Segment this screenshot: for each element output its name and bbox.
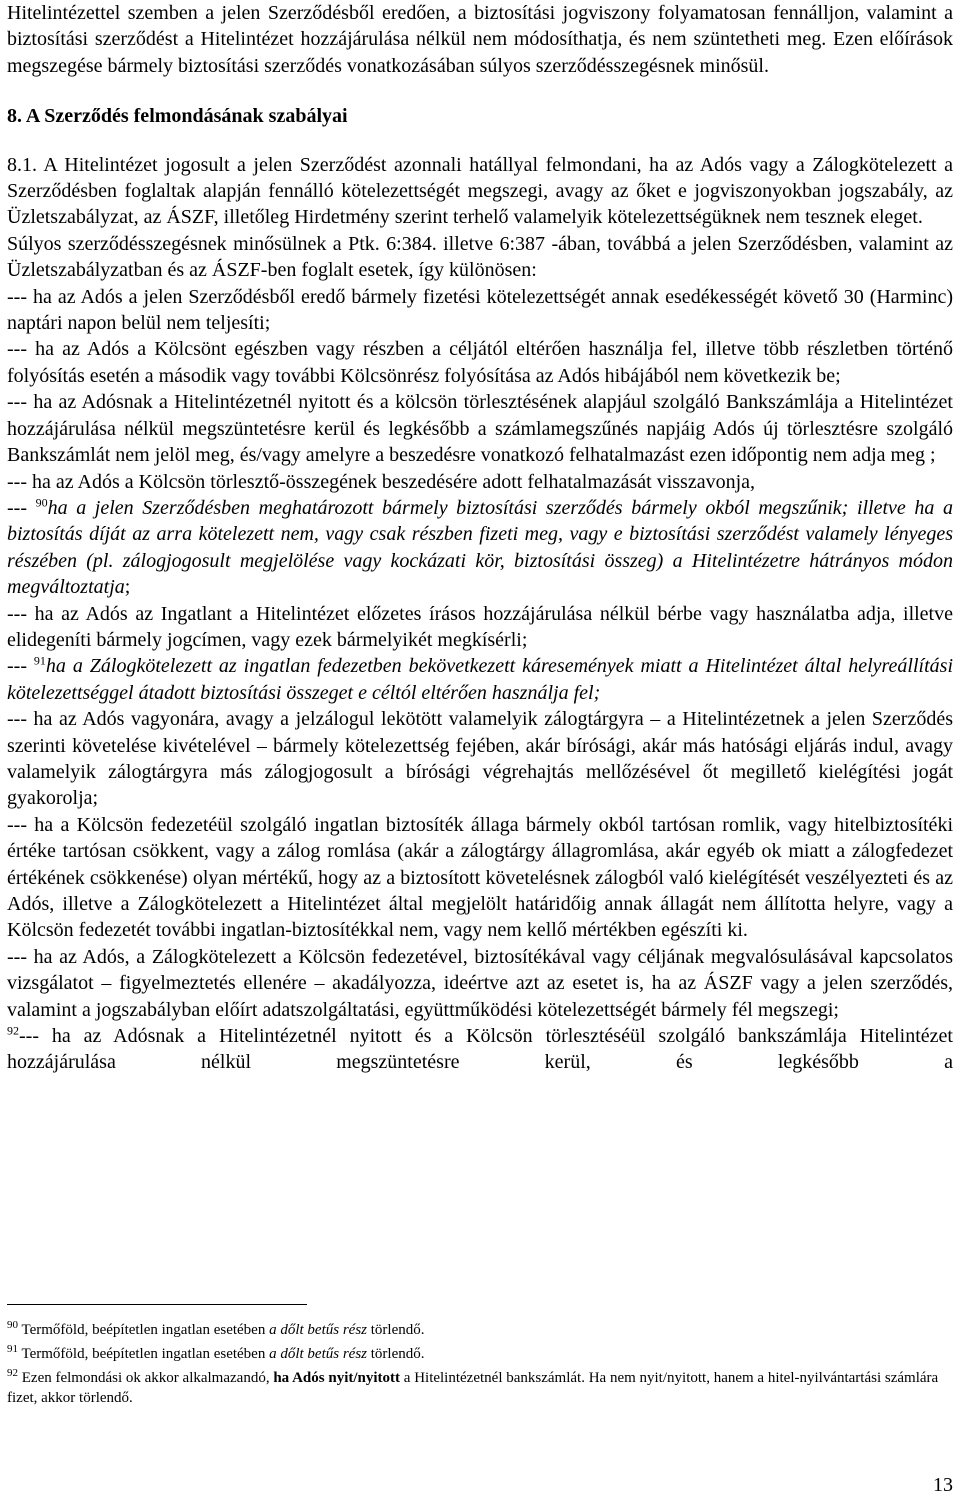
footnote-marker: 90 (7, 1319, 18, 1331)
footnote-91 (7, 1344, 953, 1364)
footnote-ref-91: 91 (33, 653, 46, 668)
list-item: --- ha az Adós a Kölcsön törlesztő-összegének beszedésére adott felhatalmazását visszavonja, (7, 470, 756, 493)
item-prefix: --- (7, 496, 27, 519)
footnote-text: Ezen felmondási ok akkor alkalmazandó, (21, 1370, 270, 1386)
footnote-italic: a dőlt betűs rész (269, 1346, 368, 1362)
list-item: --- ha az Adós vagyonára, avagy a jelzálogul lekötött valamelyik zálogtárgyra – a Hitelintézetnek a jelen Szerződés szerinti követelése kivételével – bármely kötelezettség fejében, akár bírósági, akár más hatósági eljárás indul, avagy valamelyik zálogtárgyra más zálogjogosult a bírósági végrehajtás mellőzésével őt megillető kielégítési jogát gyakorolja; (7, 708, 953, 810)
list-item (7, 1023, 953, 1076)
section-heading: 8. A Szerződés felmondásának szabályai (7, 105, 348, 128)
page-number: 13 (933, 1474, 953, 1496)
list-item: --- ha az Adós, a Zálogkötelezett a Kölcsön fedezetével, biztosítékával vagy céljának megvalósulásával kapcsolatos vizsgálatot – figyelmeztetés ellenére – akadályozza, ideértve azt az esetet is, ha az ÁSZF vagy a jelen szerződés, valamint a jogszabályban előírt adatszolgáltatási, együttműködési kötelezettségét bármely fél megszegi; (7, 945, 953, 1021)
list-item (7, 653, 953, 706)
footnote-separator (7, 1304, 307, 1305)
document-page (7, 0, 953, 1076)
footnote-text: Termőföld, beépítetlen ingatlan esetében (21, 1322, 266, 1338)
footnotes (7, 1320, 953, 1408)
list-item (7, 495, 953, 601)
item-prefix: --- (7, 655, 27, 678)
serious-breach-intro: Súlyos szerződésszegésnek minősülnek a Ptk. 6:384. illetve 6:387 -ában, továbbá a jelen Szerződésben, valamint az Üzletszabályzatban és az ÁSZF-ben foglalt esetek, így különösen: (7, 232, 953, 282)
footnote-ref-90: 90 (35, 495, 48, 510)
item-italic-text: ha a jelen Szerződésben meghatározott bármely biztosítási szerződés bármely okból megszűnik; illetve ha a biztosítás díját az arra kötelezett nem, vagy csak részben fizeti meg, vagy e biztosítási szerződést valamely lényeges részében (pl. zálogjogosult megjelölése vagy kockázati kör, biztosítási összeg) a Hitelintézetre hátrányos módon megváltoztatja (7, 496, 954, 599)
list-item: --- ha a Kölcsön fedezetéül szolgáló ingatlan biztosíték állaga bármely okból tartósan romlik, vagy hitelbiztosítéki értéke tartósan csökkent, vagy a zálog romlása (akár a zálogtárgy állagromlása, akár egyéb ok miatt a zálogfedezet értékének csökkenése) olyan mértékű, hogy az a biztosított követelésnek zálogból való kielégítését veszélyezteti és az Adós, illetve a Zálogkötelezett a Hitelintézet által megjelölt határidőig annak állagát nem állította helyre, vagy a Kölcsön fedezetét további ingatlan-biztosítékkal nem, vagy nem kellő mértékben egészíti ki. (7, 813, 953, 942)
footnote-italic: a dőlt betűs rész (269, 1322, 368, 1338)
item-italic-text: ha a Zálogkötelezett az ingatlan fedezetben bekövetkezett káresemények miatt a Hitelintézet által helyreállítási kötelezettséggel átadott biztosítási összeget e céltól eltérően használja fel; (7, 655, 953, 704)
footnote-92 (7, 1368, 953, 1408)
footnote-90 (7, 1320, 953, 1340)
footnote-marker: 91 (7, 1343, 18, 1355)
item-suffix: ; (124, 576, 131, 599)
footnote-end: a Hitelintézetnél bankszámlát. Ha nem nyit/nyitott, hanem a hitel-nyilvántartási számlára fizet, akkor törlendő. (7, 1370, 939, 1406)
item-text: --- ha az Adósnak a Hitelintézetnél nyitott és a Kölcsön törlesztéséül szolgáló bankszámlája Hitelintézet hozzájárulása nélkül megszüntetésre kerül, és legkésőbb a (7, 1025, 953, 1074)
list-item: --- ha az Adós a Kölcsönt egészben vagy részben a céljától eltérően használja fel, illetve több részletben történő folyósítás esetén a második vagy további Kölcsönrész folyósítása az Adós hibájából nem következik be; (7, 338, 953, 387)
list-item: --- ha az Adósnak a Hitelintézetnél nyitott és a kölcsön törlesztésének alapjául szolgáló Bankszámlája a Hitelintézet hozzájárulása nélkül megszüntetésre kerül és legkésőbb a számlamegszűnés napjáig Adós új törlesztésre szolgáló Bankszámlát nem jelöl meg, és/vagy amelyre a beszedésre vonatkozó felhatalmazást ezen időpontig nem adja meg ; (7, 391, 953, 467)
footnote-bold: ha Adós nyit/nyitott (273, 1370, 401, 1386)
footnote-end: törlendő. (370, 1322, 425, 1338)
footnote-marker: 92 (7, 1367, 18, 1379)
footnote-ref-92: 92 (7, 1023, 19, 1038)
list-item: --- ha az Adós a jelen Szerződésből eredő bármely fizetési kötelezettségét annak esedékességét követő 30 (Harminc) naptári napon belül nem teljesíti; (7, 285, 953, 335)
list-item: --- ha az Adós az Ingatlant a Hitelintézet előzetes írásos hozzájárulása nélkül bérbe vagy használatba adja, illetve elidegeníti bármely jogcímen, vagy ezek bármelyikét megkísérli; (7, 602, 953, 651)
clause-8-1: 8.1. A Hitelintézet jogosult a jelen Szerződést azonnali hatállyal felmondani, ha az Adós vagy a Zálogkötelezett a Szerződésben foglaltak alapján fennálló kötelezettségét megszegi, avagy az őket e jogviszonyokban jogszabály, az Üzletszabályzat, az ÁSZF, illetőleg Hirdetmény szerint terhelő valamelyik kötelezettségüknek nem tesznek eleget. (7, 153, 953, 229)
intro-paragraph: Hitelintézettel szemben a jelen Szerződésből eredően, a biztosítási jogviszony folyamatosan fennálljon, valamint a biztosítási szerződést a Hitelintézet hozzájárulása nélkül nem módosíthatja, és nem szüntetheti meg. Ezen előírások megszegése bármely biztosítási szerződés vonatkozásában súlyos szerződésszegésnek minősül. (7, 2, 953, 77)
footnote-end: törlendő. (370, 1346, 425, 1362)
footnote-text: Termőföld, beépítetlen ingatlan esetében (21, 1346, 266, 1362)
